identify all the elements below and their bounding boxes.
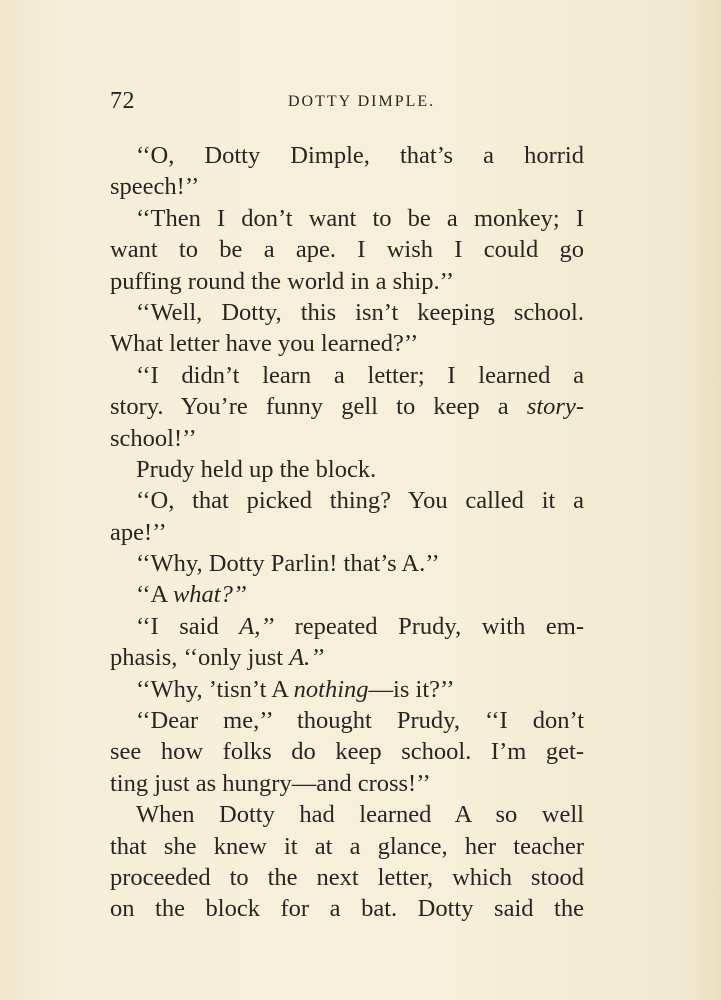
italic-run: A,’’ <box>239 612 274 640</box>
text-run: —is it?’’ <box>368 675 455 703</box>
text-run: ‘‘Then I don’t want to be a monkey; I <box>136 204 584 232</box>
text-line <box>110 454 584 485</box>
text-run: ape!’’ <box>110 518 167 546</box>
text-line <box>110 893 584 924</box>
running-head: DOTTY DIMPLE. <box>288 93 436 110</box>
text-line <box>110 736 584 767</box>
text-run: want to be a ape. I wish I could go <box>110 236 584 264</box>
text-line <box>110 203 584 234</box>
text-run: see how folks do keep school. I’m get- <box>110 738 584 766</box>
text-run: on the block for a bat. Dotty said the <box>110 895 584 923</box>
text-run: phasis, ‘‘only just <box>110 644 290 672</box>
text-run: school!’’ <box>110 424 197 452</box>
text-run: What letter have you learned?’’ <box>110 330 419 358</box>
text-line <box>110 234 584 265</box>
text-run: ‘‘Why, Dotty Parlin! that’s A.’’ <box>136 550 440 578</box>
text-run: ‘‘I said <box>136 612 240 640</box>
text-line <box>110 548 584 579</box>
italic-run: nothing <box>293 675 369 703</box>
text-line <box>110 391 584 422</box>
text-run: ‘‘Dear me,’’ thought Prudy, ‘‘I don’t <box>136 707 584 735</box>
text-line <box>110 423 584 454</box>
page-number: 72 <box>110 88 135 114</box>
text-line <box>110 485 584 516</box>
page-header <box>110 88 590 118</box>
text-run: speech!’’ <box>110 173 200 201</box>
text-run: proceeded to the next letter, which stood <box>110 863 584 891</box>
body-text <box>110 140 584 925</box>
italic-run: what?’’ <box>172 581 247 609</box>
italic-run: story- <box>526 393 584 421</box>
text-line <box>110 611 584 642</box>
text-run: Prudy held up the block. <box>136 455 377 483</box>
text-run: ‘‘I didn’t learn a letter; I learned a <box>136 361 584 389</box>
text-run: ‘‘Why, ’tisn’t A <box>136 675 294 703</box>
text-run: ting just as hungry—and cross!’’ <box>110 769 431 797</box>
text-line <box>110 799 584 830</box>
text-run: ‘‘O, that picked thing? You called it a <box>136 487 584 515</box>
text-line <box>110 862 584 893</box>
text-line <box>110 171 584 202</box>
italic-run: A.’’ <box>289 644 324 672</box>
text-line <box>110 328 584 359</box>
text-run: that she knew it at a glance, her teacher <box>110 832 584 860</box>
text-line <box>110 642 584 673</box>
text-run: When Dotty had learned A so well <box>136 801 584 829</box>
text-run: ‘‘Well, Dotty, this isn’t keeping school. <box>136 298 584 326</box>
text-line <box>110 705 584 736</box>
text-line <box>110 140 584 171</box>
text-line <box>110 768 584 799</box>
text-line <box>110 579 584 610</box>
text-line <box>110 831 584 862</box>
text-line <box>110 360 584 391</box>
text-run: repeated Prudy, with em- <box>274 612 585 640</box>
text-run: story. You’re funny gell to keep a <box>110 393 527 421</box>
text-run: ‘‘O, Dotty Dimple, that’s a horrid <box>136 142 584 169</box>
text-line <box>110 266 584 297</box>
text-line <box>110 297 584 328</box>
text-line <box>110 517 584 548</box>
text-run: puffing round the world in a ship.’’ <box>110 267 455 295</box>
text-line <box>110 674 584 705</box>
text-run: ‘‘A <box>136 581 173 609</box>
